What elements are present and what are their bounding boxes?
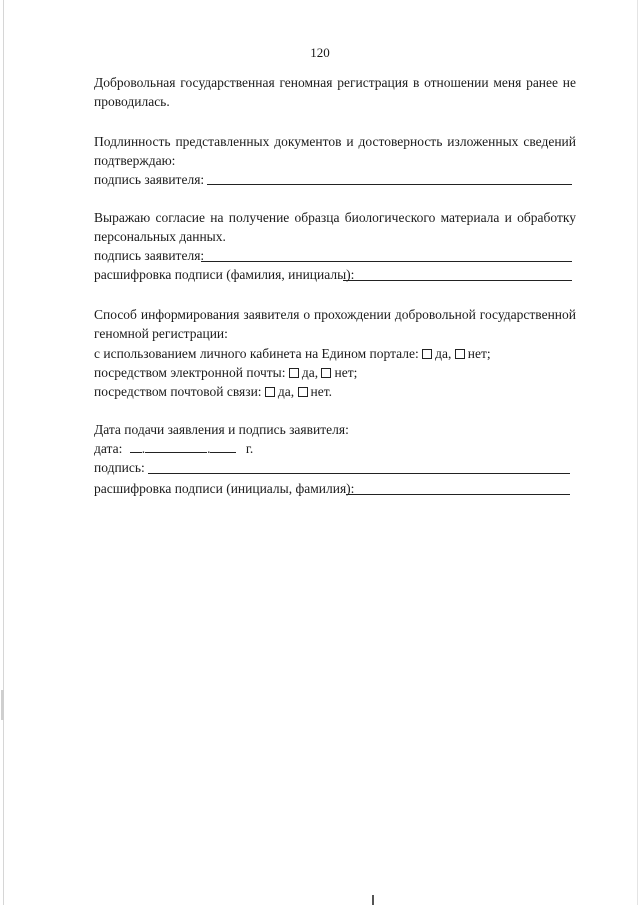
- checkbox-email-no[interactable]: [321, 368, 331, 378]
- consent-signature-field[interactable]: [201, 261, 572, 262]
- checkbox-email-yes[interactable]: [289, 368, 299, 378]
- authenticity-line-1: Подлинность представленных документов и достоверность изложенных сведений: [94, 134, 576, 149]
- scan-artifact-bottom: [372, 895, 374, 905]
- date-signature-label: подпись:: [94, 460, 145, 475]
- consent-signature-label: подпись заявителя:: [94, 248, 205, 263]
- checkbox-portal-yes[interactable]: [422, 349, 432, 359]
- option-yes-label: да,: [435, 346, 452, 361]
- informing-line-1: Способ информирования заявителя о прохождении добровольной государственной: [94, 307, 576, 322]
- year-suffix: г.: [245, 441, 254, 456]
- date-row: [94, 441, 253, 457]
- checkbox-post-no[interactable]: [298, 387, 308, 397]
- informing-option-email: [94, 365, 357, 381]
- date-decoding-field[interactable]: [346, 494, 570, 495]
- consent-line-1: Выражаю согласие на получение образца биологического материала и обработку: [94, 210, 576, 225]
- informing-option-post: [94, 384, 332, 400]
- checkbox-post-yes[interactable]: [265, 387, 275, 397]
- scan-edge-right: [637, 0, 638, 905]
- genome-statement-line-2: проводилась.: [94, 94, 170, 109]
- date-signature-field[interactable]: [148, 473, 570, 474]
- date-decoding-label: расшифровка подписи (инициалы, фамилия):: [94, 481, 355, 496]
- checkbox-portal-no[interactable]: [455, 349, 465, 359]
- scan-edge-left: [3, 0, 4, 905]
- authenticity-line-2: подтверждаю:: [94, 153, 176, 168]
- consent-line-2: персональных данных.: [94, 229, 226, 244]
- scan-artifact: [1, 690, 4, 720]
- option-label: посредством электронной почты:: [94, 365, 286, 380]
- date-separator: .: [207, 441, 211, 456]
- page-number: 120: [310, 45, 330, 60]
- option-yes-label: да,: [301, 365, 319, 380]
- authenticity-signature-field[interactable]: [207, 184, 572, 185]
- genome-statement-line-1: Добровольная государственная геномная регистрация в отношении меня ранее не: [94, 75, 576, 90]
- informing-line-2: геномной регистрации:: [94, 326, 228, 341]
- option-label: с использованием личного кабинета на Едином портале:: [94, 346, 419, 361]
- date-section-heading: Дата подачи заявления и подпись заявителя:: [94, 422, 349, 437]
- date-separator: .: [141, 441, 146, 456]
- date-label: дата:: [94, 441, 123, 456]
- option-yes-label: да,: [277, 384, 295, 399]
- option-no-label: нет;: [467, 346, 491, 361]
- option-label: посредством почтовой связи:: [94, 384, 262, 399]
- informing-option-portal: [94, 346, 491, 362]
- date-year-field[interactable]: [210, 441, 236, 453]
- option-no-label: нет;: [334, 365, 358, 380]
- option-no-label: нет.: [310, 384, 333, 399]
- consent-decoding-field[interactable]: [343, 280, 572, 281]
- date-day-field[interactable]: [130, 441, 142, 453]
- consent-decoding-label: расшифровка подписи (фамилия, инициалы):: [94, 267, 355, 282]
- authenticity-signature-label: подпись заявителя:: [94, 172, 205, 187]
- date-month-field[interactable]: [145, 441, 207, 453]
